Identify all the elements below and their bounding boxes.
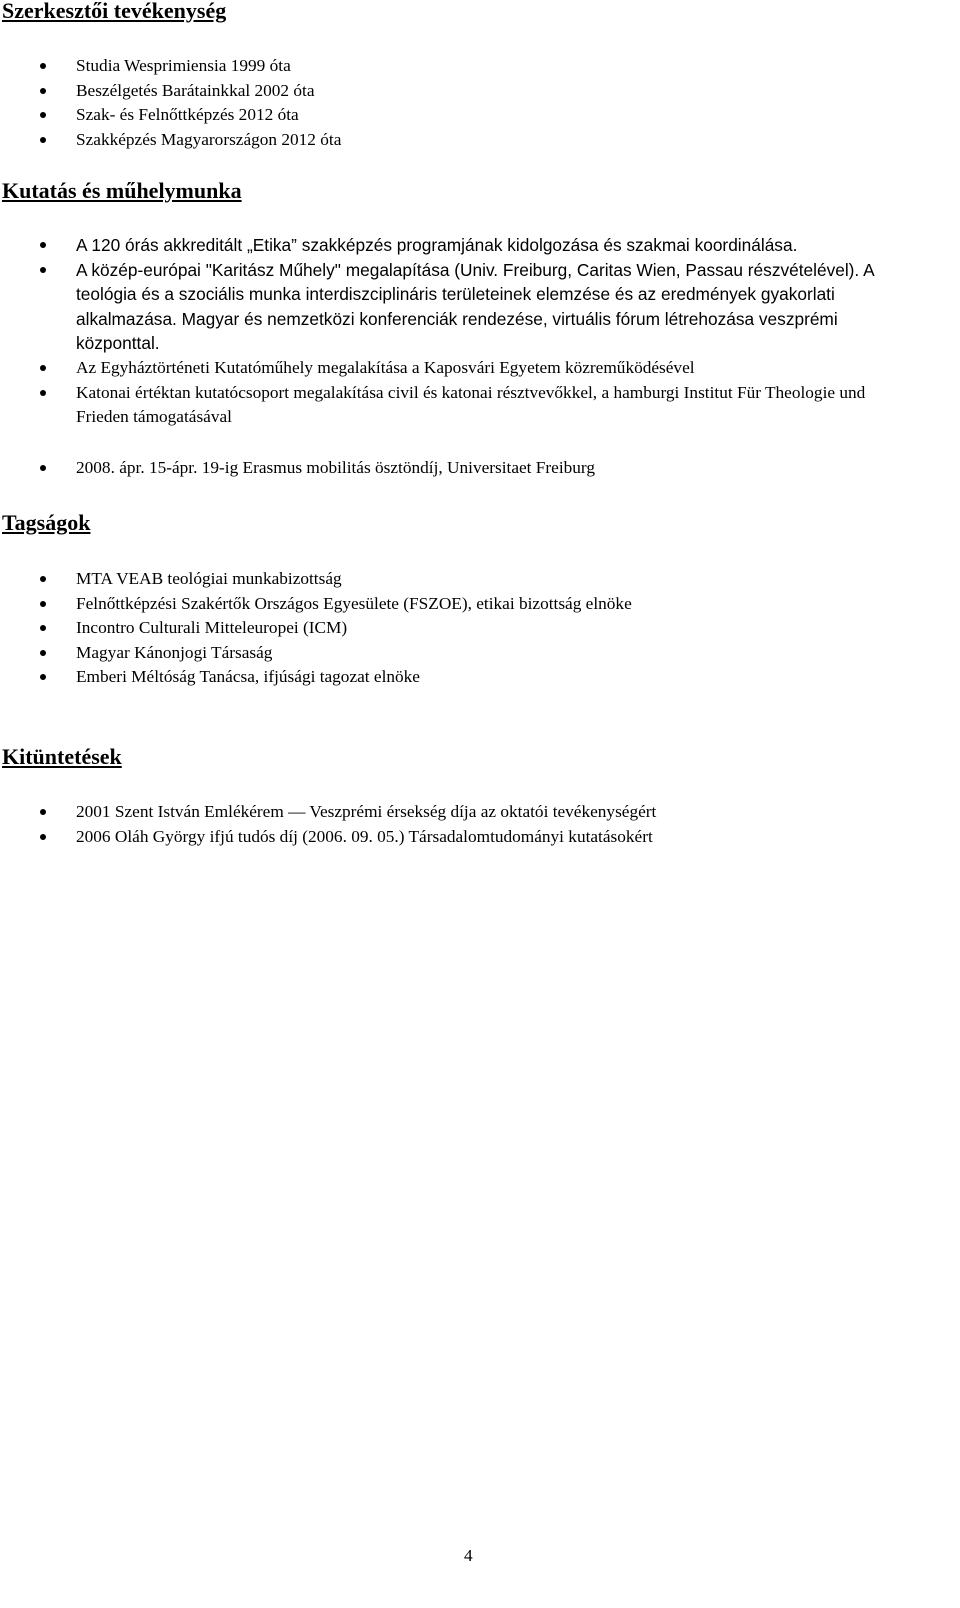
editorial-list xyxy=(0,54,900,152)
list-item: Felnőttképzési Szakértők Országos Egyesülete (FSZOE), etikai bizottság elnöke xyxy=(0,592,900,617)
list-item: MTA VEAB teológiai munkabizottság xyxy=(0,567,900,592)
bullet-icon xyxy=(40,365,46,371)
list-item: Emberi Méltóság Tanácsa, ifjúsági tagozat elnöke xyxy=(0,665,900,690)
bullet-icon xyxy=(40,650,46,656)
list-item: Incontro Culturali Mitteleuropei (ICM) xyxy=(0,616,900,641)
heading-awards: Kitüntetések xyxy=(2,744,122,769)
heading-research: Kutatás és műhelymunka xyxy=(2,178,242,203)
list-item: A közép-európai "Karitász Műhely" megalapítása (Univ. Freiburg, Caritas Wien, Passau részvételével). A teológia és a szociális munka interdiszciplináris területeinek elemzése és az eredmények gyakorlati alkalmazása. Magyar és nemzetközi konferenciák rendezése, virtuális fórum létrehozása veszprémi központtal. xyxy=(0,258,900,356)
bullet-icon xyxy=(40,242,46,248)
research-list xyxy=(0,233,900,480)
list-item: Magyar Kánonjogi Társaság xyxy=(0,641,900,666)
list-item: Beszélgetés Barátainkkal 2002 óta xyxy=(0,79,900,104)
memberships-list xyxy=(0,567,900,690)
bullet-icon xyxy=(40,809,46,815)
bullet-icon xyxy=(40,576,46,582)
bullet-icon xyxy=(40,674,46,680)
heading-memberships: Tagságok xyxy=(2,510,91,535)
list-item: A 120 órás akkreditált „Etika” szakképzés programjának kidolgozása és szakmai koordinálása. xyxy=(0,233,900,258)
bullet-icon xyxy=(40,834,46,840)
bullet-icon xyxy=(40,112,46,118)
list-item: 2006 Oláh György ifjú tudós díj (2006. 09. 05.) Társadalomtudományi kutatásokért xyxy=(0,825,900,850)
list-item: Szak- és Felnőttképzés 2012 óta xyxy=(0,103,900,128)
bullet-icon xyxy=(40,63,46,69)
bullet-icon xyxy=(40,267,46,273)
list-item: Studia Wesprimiensia 1999 óta xyxy=(0,54,900,79)
bullet-icon xyxy=(40,137,46,143)
list-item: Az Egyháztörténeti Kutatóműhely megalakítása a Kaposvári Egyetem közreműködésével xyxy=(0,356,900,381)
list-item: Katonai értéktan kutatócsoport megalakítása civil és katonai résztvevőkkel, a hamburgi Institut Für Theologie und Frieden támogatásával xyxy=(0,381,900,430)
awards-list xyxy=(0,800,900,849)
bullet-icon xyxy=(40,88,46,94)
bullet-icon xyxy=(40,465,46,471)
bullet-icon xyxy=(40,601,46,607)
list-item: 2008. ápr. 15-ápr. 19-ig Erasmus mobilitás ösztöndíj, Universitaet Freiburg xyxy=(0,456,900,481)
bullet-icon xyxy=(40,390,46,396)
heading-editorial: Szerkesztői tevékenység xyxy=(2,0,227,23)
list-item: Szakképzés Magyarországon 2012 óta xyxy=(0,128,900,153)
bullet-icon xyxy=(40,625,46,631)
list-item: 2001 Szent István Emlékérem — Veszprémi érsekség díja az oktatói tevékenységért xyxy=(0,800,900,825)
page-number: 4 xyxy=(464,1546,473,1565)
